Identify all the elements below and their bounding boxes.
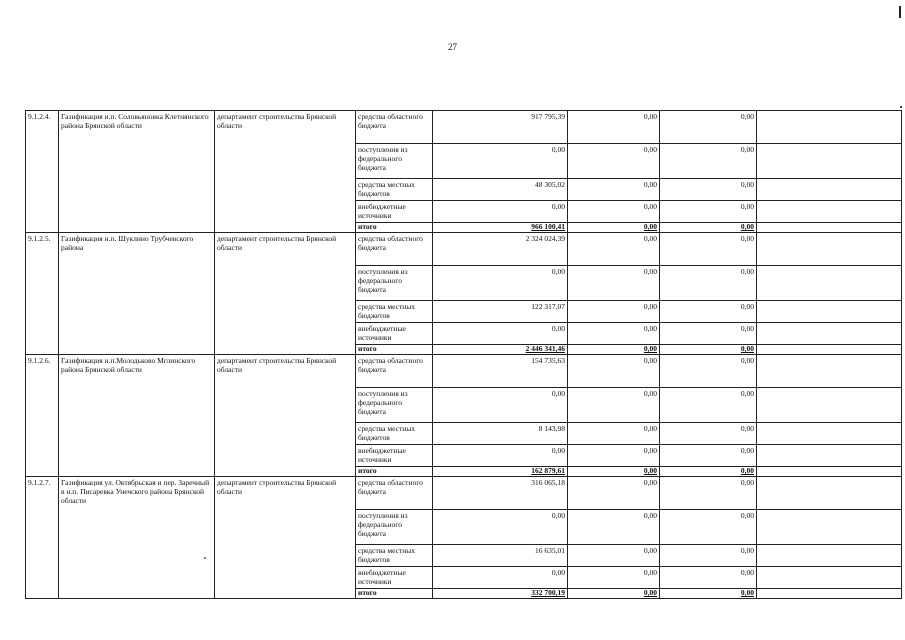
- amount-value-1: 0,00: [551, 145, 565, 154]
- amount-value-2: 0,00: [643, 389, 657, 398]
- amount-col-2: [568, 423, 660, 445]
- amount-col-2: [568, 545, 660, 567]
- project-executor: департамент строительства Брянской области: [215, 355, 356, 477]
- amount-col-1: [433, 266, 568, 301]
- amount-col-1: [433, 567, 568, 589]
- empty-cell: [757, 423, 902, 445]
- empty-cell: [757, 355, 902, 388]
- amount-value-3: 0,00: [740, 424, 754, 433]
- amount-value-2: 0,00: [643, 424, 657, 433]
- amount-value-2: 0,00: [643, 446, 657, 455]
- amount-col-2: [568, 323, 660, 345]
- amount-value-2: 0,00: [643, 588, 657, 597]
- amount-col-2: [568, 223, 660, 233]
- empty-cell: [757, 510, 902, 545]
- funding-source: средства областного бюджета: [356, 111, 433, 144]
- project-executor: департамент строительства Брянской области: [215, 233, 356, 355]
- amount-col-2: [568, 355, 660, 388]
- amount-value-1: 0,00: [551, 324, 565, 333]
- amount-value-3: 0,00: [740, 356, 754, 365]
- amount-col-2: [568, 266, 660, 301]
- amount-col-3: [660, 467, 757, 477]
- amount-col-3: [660, 111, 757, 144]
- amount-value-1: 48 305,02: [535, 180, 565, 189]
- project-executor: департамент строительства Брянской области: [215, 477, 356, 599]
- amount-col-3: [660, 345, 757, 355]
- amount-value-2: 0,00: [643, 466, 657, 475]
- amount-col-3: [660, 144, 757, 179]
- empty-cell: [757, 179, 902, 201]
- amount-value-3: 0,00: [740, 546, 754, 555]
- amount-col-3: [660, 223, 757, 233]
- table-row: [26, 111, 902, 144]
- empty-cell: [757, 445, 902, 467]
- empty-cell: [757, 388, 902, 423]
- table-row: [26, 233, 902, 266]
- amount-value-3: 0,00: [740, 234, 754, 243]
- amount-value-2: 0,00: [643, 568, 657, 577]
- amount-value-3: 0,00: [740, 344, 754, 353]
- amount-col-2: [568, 144, 660, 179]
- amount-col-3: [660, 510, 757, 545]
- table-row: [26, 477, 902, 510]
- amount-value-3: 0,00: [740, 568, 754, 577]
- page-number: 27: [448, 42, 457, 52]
- amount-col-2: [568, 179, 660, 201]
- amount-value-3: 0,00: [740, 511, 754, 520]
- amount-col-3: [660, 233, 757, 266]
- empty-cell: [757, 545, 902, 567]
- amount-value-3: 0,00: [740, 389, 754, 398]
- funding-source: внебюджетные источники: [356, 201, 433, 223]
- amount-col-3: [660, 179, 757, 201]
- amount-value-1: 162 879,61: [531, 466, 565, 475]
- amount-col-2: [568, 477, 660, 510]
- table-row: [26, 355, 902, 388]
- amount-value-2: 0,00: [643, 302, 657, 311]
- amount-col-2: [568, 301, 660, 323]
- amount-value-3: 0,00: [740, 267, 754, 276]
- amount-value-2: 0,00: [643, 267, 657, 276]
- funding-source: средства местных бюджетов: [356, 301, 433, 323]
- amount-value-3: 0,00: [740, 302, 754, 311]
- funding-source: внебюджетные источники: [356, 445, 433, 467]
- amount-col-1: [433, 301, 568, 323]
- amount-value-2: 0,00: [643, 344, 657, 353]
- amount-col-1: [433, 323, 568, 345]
- amount-value-1: 332 700,19: [531, 588, 565, 597]
- amount-value-3: 0,00: [740, 478, 754, 487]
- funding-source: средства местных бюджетов: [356, 179, 433, 201]
- amount-col-1: [433, 510, 568, 545]
- amount-col-2: [568, 233, 660, 266]
- amount-col-2: [568, 445, 660, 467]
- amount-value-3: 0,00: [740, 112, 754, 121]
- budget-table-body: [26, 111, 902, 599]
- budget-table: [25, 110, 902, 599]
- funding-source: поступления из федерального бюджета: [356, 510, 433, 545]
- amount-col-1: [433, 477, 568, 510]
- amount-col-2: [568, 388, 660, 423]
- empty-cell: [757, 567, 902, 589]
- amount-col-1: [433, 467, 568, 477]
- amount-value-1: 2 324 024,39: [525, 234, 565, 243]
- amount-col-1: [433, 545, 568, 567]
- amount-col-1: [433, 223, 568, 233]
- empty-cell: [757, 144, 902, 179]
- amount-col-1: [433, 388, 568, 423]
- project-executor: департамент строительства Брянской области: [215, 111, 356, 233]
- funding-source: внебюджетные источники: [356, 567, 433, 589]
- amount-col-2: [568, 111, 660, 144]
- amount-value-1: 0,00: [551, 446, 565, 455]
- funding-source: поступления из федерального бюджета: [356, 144, 433, 179]
- empty-cell: [757, 323, 902, 345]
- amount-value-1: 154 735,63: [531, 356, 565, 365]
- amount-col-1: [433, 355, 568, 388]
- amount-col-3: [660, 589, 757, 599]
- scan-edge-mark: [899, 6, 901, 18]
- amount-value-1: 0,00: [551, 202, 565, 211]
- empty-cell: [757, 233, 902, 266]
- amount-col-2: [568, 589, 660, 599]
- amount-value-3: 0,00: [740, 588, 754, 597]
- amount-value-3: 0,00: [740, 202, 754, 211]
- amount-value-3: 0,00: [740, 222, 754, 231]
- amount-value-1: 16 635,01: [535, 546, 565, 555]
- amount-value-1: 0,00: [551, 389, 565, 398]
- amount-col-1: [433, 201, 568, 223]
- empty-cell: [757, 345, 902, 355]
- amount-value-1: 2 446 341,46: [525, 344, 565, 353]
- total-label: итого: [356, 345, 433, 355]
- amount-value-2: 0,00: [643, 180, 657, 189]
- amount-col-2: [568, 467, 660, 477]
- amount-value-2: 0,00: [643, 356, 657, 365]
- amount-col-3: [660, 423, 757, 445]
- empty-cell: [757, 477, 902, 510]
- project-number: 9.1.2.5.: [26, 233, 59, 355]
- amount-col-1: [433, 179, 568, 201]
- total-label: итого: [356, 589, 433, 599]
- empty-cell: [757, 111, 902, 144]
- empty-cell: [757, 589, 902, 599]
- amount-value-1: 966 100,41: [531, 222, 565, 231]
- amount-col-2: [568, 510, 660, 545]
- amount-col-3: [660, 388, 757, 423]
- amount-col-2: [568, 201, 660, 223]
- amount-col-1: [433, 589, 568, 599]
- project-number: 9.1.2.4.: [26, 111, 59, 233]
- amount-col-2: [568, 567, 660, 589]
- amount-value-1: 917 795,39: [531, 112, 565, 121]
- amount-col-3: [660, 301, 757, 323]
- amount-col-1: [433, 233, 568, 266]
- amount-col-3: [660, 477, 757, 510]
- amount-col-3: [660, 201, 757, 223]
- funding-source: средства областного бюджета: [356, 233, 433, 266]
- amount-col-1: [433, 345, 568, 355]
- project-name: Газификация н.п. Соловьяновка Клетнянского района Брянской области: [59, 111, 215, 233]
- total-label: итого: [356, 223, 433, 233]
- amount-value-3: 0,00: [740, 145, 754, 154]
- amount-value-3: 0,00: [740, 466, 754, 475]
- project-number: 9.1.2.7.: [26, 477, 59, 599]
- amount-col-2: [568, 345, 660, 355]
- amount-value-2: 0,00: [643, 202, 657, 211]
- empty-cell: [757, 266, 902, 301]
- funding-source: средства местных бюджетов: [356, 545, 433, 567]
- amount-value-1: 122 317,07: [531, 302, 565, 311]
- amount-value-2: 0,00: [643, 145, 657, 154]
- amount-col-3: [660, 545, 757, 567]
- funding-source: средства областного бюджета: [356, 355, 433, 388]
- amount-col-3: [660, 266, 757, 301]
- amount-col-1: [433, 445, 568, 467]
- amount-col-3: [660, 567, 757, 589]
- project-name: Газификация ул. Октябрьская и пер. Заречный в н.п. Писаревка Унечского района Брянской области: [59, 477, 215, 599]
- amount-value-3: 0,00: [740, 180, 754, 189]
- amount-value-2: 0,00: [643, 112, 657, 121]
- funding-source: поступления из федерального бюджета: [356, 388, 433, 423]
- funding-source: поступления из федерального бюджета: [356, 266, 433, 301]
- empty-cell: [757, 201, 902, 223]
- amount-col-3: [660, 355, 757, 388]
- empty-cell: [757, 467, 902, 477]
- amount-col-1: [433, 111, 568, 144]
- amount-value-2: 0,00: [643, 511, 657, 520]
- amount-col-3: [660, 323, 757, 345]
- funding-source: внебюджетные источники: [356, 323, 433, 345]
- amount-value-1: 316 065,18: [531, 478, 565, 487]
- amount-value-2: 0,00: [643, 478, 657, 487]
- amount-value-2: 0,00: [643, 234, 657, 243]
- amount-value-2: 0,00: [643, 546, 657, 555]
- amount-value-2: 0,00: [643, 222, 657, 231]
- amount-value-1: 8 143,98: [538, 424, 565, 433]
- project-name: Газификация н.п. Шуклино Трубчевского района: [59, 233, 215, 355]
- amount-value-1: 0,00: [551, 267, 565, 276]
- empty-cell: [757, 223, 902, 233]
- amount-value-3: 0,00: [740, 446, 754, 455]
- amount-col-1: [433, 144, 568, 179]
- project-name: Газификация н.п.Молодьково Мглинского района Брянской области: [59, 355, 215, 477]
- empty-cell: [757, 301, 902, 323]
- funding-source: средства областного бюджета: [356, 477, 433, 510]
- amount-value-3: 0,00: [740, 324, 754, 333]
- project-number: 9.1.2.6.: [26, 355, 59, 477]
- total-label: итого: [356, 467, 433, 477]
- amount-value-1: 0,00: [551, 511, 565, 520]
- amount-value-1: 0,00: [551, 568, 565, 577]
- amount-value-2: 0,00: [643, 324, 657, 333]
- amount-col-1: [433, 423, 568, 445]
- scan-dot: [900, 106, 902, 108]
- funding-source: средства местных бюджетов: [356, 423, 433, 445]
- amount-col-3: [660, 445, 757, 467]
